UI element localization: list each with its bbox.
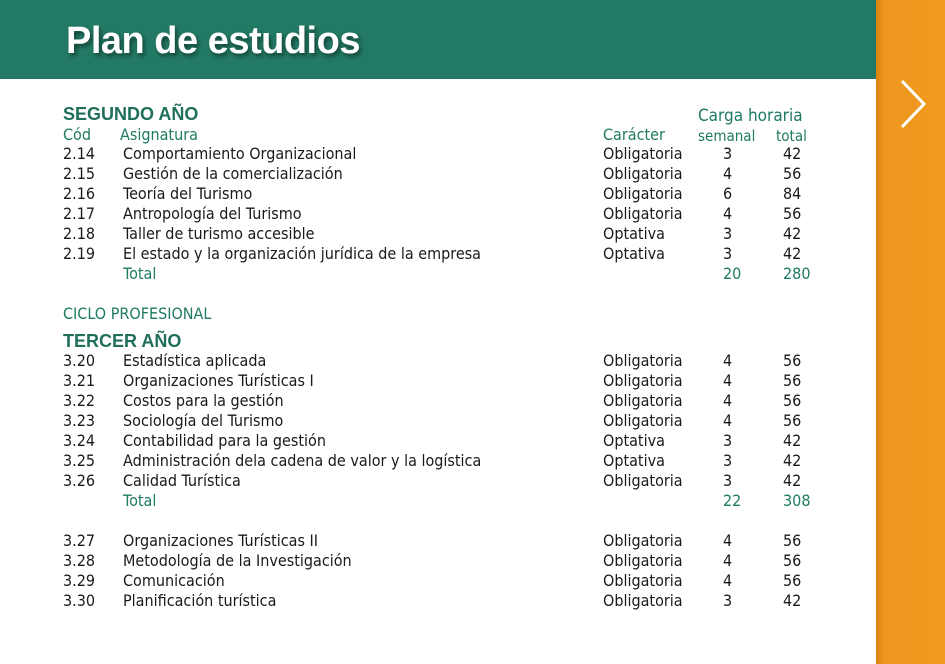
cell-asignatura: Sociología del Turismo xyxy=(123,411,284,430)
cell-total: 56 xyxy=(783,351,802,370)
cell-caracter: Obligatoria xyxy=(603,571,683,590)
cell-cod: 3.25 xyxy=(63,451,96,470)
cell-cod: 3.27 xyxy=(63,531,96,550)
cell-cod: 2.15 xyxy=(63,164,96,183)
cell-cod: 2.19 xyxy=(63,244,96,263)
total-row xyxy=(0,491,876,511)
cell-cod: 3.22 xyxy=(63,391,96,410)
header-semanal: semanal xyxy=(698,127,756,145)
table-row xyxy=(0,204,876,224)
cell-caracter: Obligatoria xyxy=(603,351,683,370)
next-page-button[interactable] xyxy=(890,74,938,134)
table-row xyxy=(0,371,876,391)
cell-asignatura: Costos para la gestión xyxy=(123,391,284,410)
section-title-tercer: TERCER AÑO xyxy=(63,331,182,351)
cell-caracter: Obligatoria xyxy=(603,591,683,610)
cell-total: 56 xyxy=(783,371,802,390)
cell-total: 42 xyxy=(783,451,802,470)
cell-caracter: Obligatoria xyxy=(603,531,683,550)
cell-total: 42 xyxy=(783,471,802,490)
cell-total: 56 xyxy=(783,551,802,570)
table-row xyxy=(0,391,876,411)
header-cod: Cód xyxy=(63,125,91,144)
cell-semanal: 4 xyxy=(723,551,733,570)
cell-caracter: Optativa xyxy=(603,224,665,243)
table-row xyxy=(0,224,876,244)
cell-semanal: 4 xyxy=(723,351,733,370)
cell-asignatura: Metodología de la Investigación xyxy=(123,551,352,570)
cell-asignatura: Gestión de la comercialización xyxy=(123,164,343,183)
header-caracter: Carácter xyxy=(603,125,665,144)
cell-asignatura: Comportamiento Organizacional xyxy=(123,144,357,163)
page-title: Plan de estudios xyxy=(66,20,360,62)
cell-asignatura: Comunicación xyxy=(123,571,225,590)
table-row xyxy=(0,164,876,184)
cell-semanal: 4 xyxy=(723,391,733,410)
cell-caracter: Obligatoria xyxy=(603,551,683,570)
cell-asignatura: Calidad Turística xyxy=(123,471,241,490)
cell-semanal: 3 xyxy=(723,431,733,450)
cell-semanal: 3 xyxy=(723,591,733,610)
ciclo-profesional-label: CICLO PROFESIONAL xyxy=(63,304,212,323)
cell-asignatura: Organizaciones Turísticas II xyxy=(123,531,319,550)
header-asignatura: Asignatura xyxy=(120,125,198,144)
cell-semanal: 4 xyxy=(723,411,733,430)
cell-caracter: Obligatoria xyxy=(603,391,683,410)
cell-total: 42 xyxy=(783,224,802,243)
cell-caracter: Obligatoria xyxy=(603,184,683,203)
cell-semanal: 3 xyxy=(723,451,733,470)
cell-cod: 3.28 xyxy=(63,551,96,570)
cell-caracter: Obligatoria xyxy=(603,411,683,430)
total-label: Total xyxy=(123,491,157,510)
total-total: 280 xyxy=(783,264,811,283)
cell-asignatura: Organizaciones Turísticas I xyxy=(123,371,314,390)
cell-cod: 2.17 xyxy=(63,204,96,223)
cell-caracter: Obligatoria xyxy=(603,204,683,223)
cell-semanal: 4 xyxy=(723,204,733,223)
cell-semanal: 4 xyxy=(723,371,733,390)
cell-cod: 3.21 xyxy=(63,371,96,390)
cell-total: 56 xyxy=(783,204,802,223)
cell-total: 42 xyxy=(783,244,802,263)
cell-caracter: Optativa xyxy=(603,451,665,470)
table-row xyxy=(0,571,876,591)
cell-total: 56 xyxy=(783,411,802,430)
cell-semanal: 6 xyxy=(723,184,733,203)
cell-asignatura: Contabilidad para la gestión xyxy=(123,431,326,450)
header-total: total xyxy=(776,127,807,145)
cell-cod: 3.26 xyxy=(63,471,96,490)
cell-semanal: 3 xyxy=(723,471,733,490)
cell-caracter: Obligatoria xyxy=(603,471,683,490)
table-row xyxy=(0,431,876,451)
cell-cod: 3.24 xyxy=(63,431,96,450)
cell-asignatura: Estadística aplicada xyxy=(123,351,267,370)
cell-semanal: 4 xyxy=(723,571,733,590)
cell-caracter: Obligatoria xyxy=(603,371,683,390)
cell-semanal: 3 xyxy=(723,144,733,163)
cell-total: 56 xyxy=(783,571,802,590)
cell-semanal: 4 xyxy=(723,531,733,550)
cell-cod: 3.29 xyxy=(63,571,96,590)
cell-caracter: Obligatoria xyxy=(603,164,683,183)
table-row xyxy=(0,531,876,551)
total-total: 308 xyxy=(783,491,811,510)
table-row xyxy=(0,451,876,471)
cell-total: 42 xyxy=(783,431,802,450)
section-title-segundo: SEGUNDO AÑO xyxy=(63,104,199,124)
cell-caracter: Optativa xyxy=(603,431,665,450)
total-semanal: 22 xyxy=(723,491,742,510)
total-label: Total xyxy=(123,264,157,283)
cell-asignatura: Taller de turismo accesible xyxy=(123,224,315,243)
cell-asignatura: Planificación turística xyxy=(123,591,277,610)
table-row xyxy=(0,351,876,371)
cell-caracter: Obligatoria xyxy=(603,144,683,163)
cell-asignatura: Antropología del Turismo xyxy=(123,204,302,223)
cell-cod: 3.23 xyxy=(63,411,96,430)
table-row xyxy=(0,184,876,204)
cell-semanal: 4 xyxy=(723,164,733,183)
table-row xyxy=(0,144,876,164)
cell-semanal: 3 xyxy=(723,244,733,263)
table-row xyxy=(0,244,876,264)
total-row xyxy=(0,264,876,284)
table-row xyxy=(0,411,876,431)
cell-total: 42 xyxy=(783,591,802,610)
cell-semanal: 3 xyxy=(723,224,733,243)
cell-cod: 2.14 xyxy=(63,144,96,163)
cell-cod: 2.18 xyxy=(63,224,96,243)
table-row xyxy=(0,591,876,611)
table-row xyxy=(0,471,876,491)
table-row xyxy=(0,551,876,571)
cell-total: 84 xyxy=(783,184,802,203)
cell-asignatura: Administración dela cadena de valor y la logística xyxy=(123,451,482,470)
cell-total: 56 xyxy=(783,164,802,183)
cell-total: 42 xyxy=(783,144,802,163)
total-semanal: 20 xyxy=(723,264,742,283)
header-carga-horaria: Carga horaria xyxy=(698,106,803,126)
cell-cod: 2.16 xyxy=(63,184,96,203)
cell-asignatura: El estado y la organización jurídica de la empresa xyxy=(123,244,481,263)
cell-caracter: Optativa xyxy=(603,244,665,263)
cell-total: 56 xyxy=(783,531,802,550)
cell-cod: 3.30 xyxy=(63,591,96,610)
cell-total: 56 xyxy=(783,391,802,410)
chevron-right-icon xyxy=(890,74,938,134)
cell-asignatura: Teoría del Turismo xyxy=(123,184,253,203)
cell-cod: 3.20 xyxy=(63,351,96,370)
